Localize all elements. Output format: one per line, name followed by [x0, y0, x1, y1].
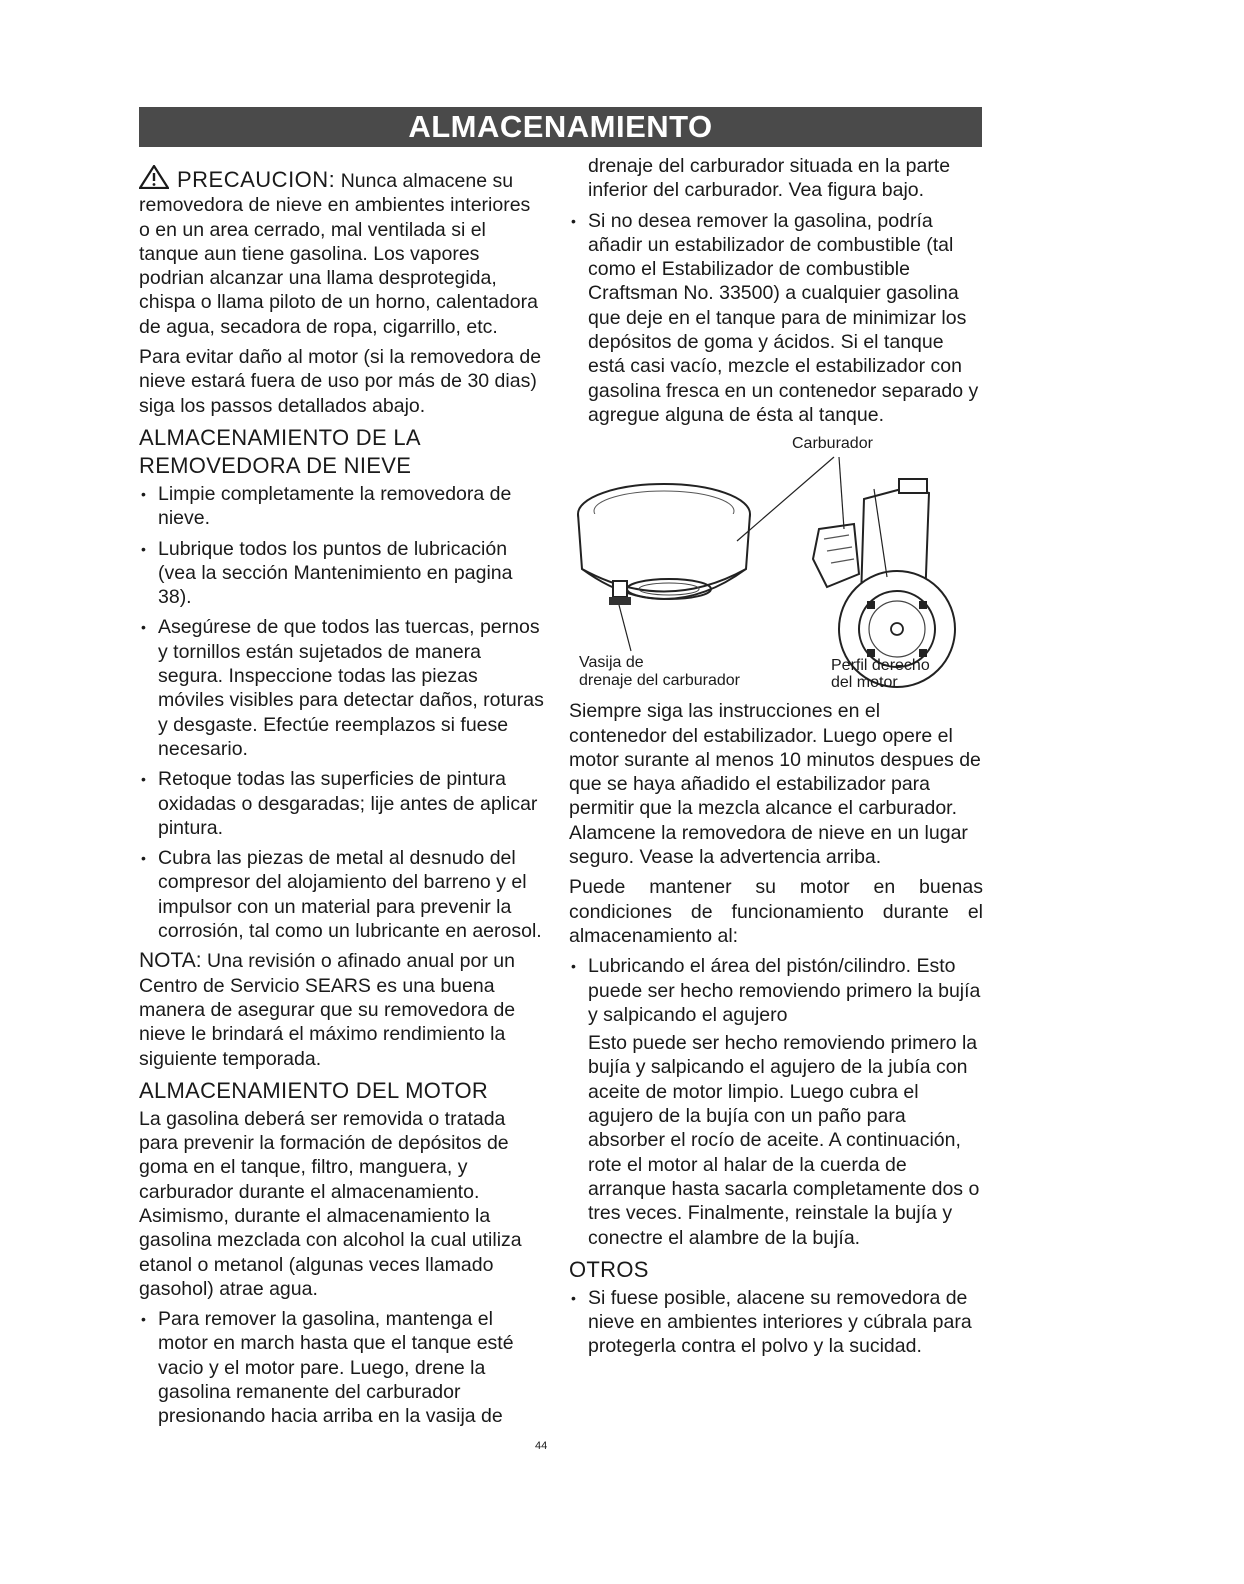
otros-list [569, 1286, 983, 1359]
label-engine-profile-line1: Perfil derecho [831, 657, 930, 675]
stabilizer-list [569, 209, 983, 428]
list-item: • Lubrique todos los puntos de lubricación (vea la sección Mantenimiento en pagina 38). [139, 537, 545, 610]
lubricate-continued: Esto puede ser hecho removiendo primero la bujía y salpicando el agujero de la jubía con aceite de motor limpio. Luego cubra el agujero de la bujía con un paño para absorber el rocío de aceite. A continuación, rote el motor al halar de la cuerda de arranque hasta sacarla completamente dos o tres veces. Finalmente, reinstale la bujía y conectre el alambre de la bujía. [588, 1032, 980, 1249]
list-item: • Cubra las piezas de metal al desnudo del compresor del alojamiento del barreno y el impulsor con un material para prevenir la corrosión, tal como un lubricante en aerosol. [139, 846, 545, 943]
section-title-engine: ALMACENAMIENTO DEL MOTOR [139, 1077, 489, 1103]
engine-list [139, 1307, 545, 1428]
list-item: • Limpie completamente la removedora de nieve. [139, 482, 545, 531]
label-drain-bowl-line1: Vasija de [579, 654, 644, 672]
section-title-otros: OTROS [569, 1256, 649, 1282]
section-banner [139, 107, 982, 147]
carburetor-figure [569, 429, 983, 691]
caution-text: Nunca almacene su removedora de nieve en ambientes interiores o en un area cerrado, mal ventilada si el tanque aun tiene gasolina. Los vapores podrian alcanzar una llama desprotegida, chispa o llama piloto de un horno, calentadora de agua, secadora de ropa, cigarrillo, etc. [139, 170, 538, 338]
list-item: • Si fuese posible, alacene su removedora de nieve en ambientes interiores y cúbrala para protegerla contra el polvo y la sucidad. [569, 1286, 983, 1359]
section-title-storage [139, 424, 545, 480]
continued-text: drenaje del carburador situada en la parte inferior del carburador. Vea figura bajo. [588, 155, 951, 202]
nota-paragraph [139, 949, 545, 1070]
list-item: • Retoque todas las superficies de pintura oxidadas o desgaradas; lije antes de aplicar pintura. [139, 767, 545, 840]
section-title-line1: ALMACENAMIENTO DE LA [139, 424, 421, 450]
left-column [139, 165, 545, 1435]
page-number: 44 [535, 1440, 548, 1452]
nota-label: NOTA: [139, 949, 202, 973]
nota-text: Una revisión o afinado anual por un Centro de Servicio SEARS es una buena manera de asegurar que su removedora de nieve le brindará el máximo rendimiento la siguiente temporada. [139, 950, 516, 1070]
list-item: • Si no desea remover la gasolina, podría añadir un estabilizador de combustible (tal como el Estabilizador de combustible Craftsman No. 33500) a cualquier gasolina que deje en el tanque para de minimizar los depósitos de goma y ácidos. Si el tanque está casi vacío, mezcle el estabilizador con gasolina fresca en un contenedor separado y agregue alguna de ésta al tanque. [569, 209, 983, 428]
storage-list [139, 482, 545, 943]
right-column [569, 154, 983, 1365]
warning-triangle-icon [139, 165, 169, 189]
follow-instructions-paragraph: Siempre siga las instrucciones en el contenedor del estabilizador. Luego opere el motor surante al menos 10 minutos despues de que se haya añadido el estabilizador para permitir que la mezcla alcance el carburador. Alamcene la removedora de nieve en un lugar seguro. Vease la advertencia arriba. [569, 700, 981, 869]
banner-title: ALMACENAMIENTO [408, 109, 713, 144]
caution-label: PRECAUCION: [177, 167, 336, 192]
engine-paragraph: La gasolina deberá ser removida o tratada para prevenir la formación de depósitos de goma en el tanque, filtro, manguera, y carburador durante el almacenamiento. Asimismo, durante el almacenamiento la gasolina mezclada con alcohol la cual utiliza etanol o metanol (algunas veces llamado gasohol) atrae agua. [139, 1107, 522, 1300]
carburetor-diagram [569, 429, 983, 691]
list-item: • Asegúrese de que todos las tuercas, pernos y tornillos están sujetados de manera segura. Inspeccione todas las piezas móviles visibles para detectar daños, roturas y desgaste. Efectúe reemplazos si fuese necesario. [139, 615, 545, 761]
maintain-paragraph: Puede mantener su motor en buenas condiciones de funcionamiento durante el almacenamiento al: [569, 876, 983, 947]
list-item: • Lubricando el área del pistón/cilindro. Esto puede ser hecho removiendo primero la bujía y salpicando el agujero [569, 954, 983, 1027]
maintain-list [569, 954, 983, 1027]
label-drain-bowl-line2: drenaje del carburador [579, 672, 740, 690]
intro-paragraph: Para evitar daño al motor (si la removedora de nieve estará fuera de uso por más de 30 dias) siga los passos detallados abajo. [139, 346, 542, 417]
label-engine-profile-line2: del motor [831, 674, 898, 692]
caution-paragraph [139, 165, 545, 339]
section-title-line2: REMOVEDORA DE NIEVE [139, 452, 412, 478]
label-carburetor: Carburador [792, 435, 873, 453]
list-item: • Para remover la gasolina, mantenga el motor en march hasta que el tanque esté vacio y el motor pare. Luego, drene la gasolina remanente del carburador presionando hacia arriba en la vasija de [139, 1307, 545, 1428]
